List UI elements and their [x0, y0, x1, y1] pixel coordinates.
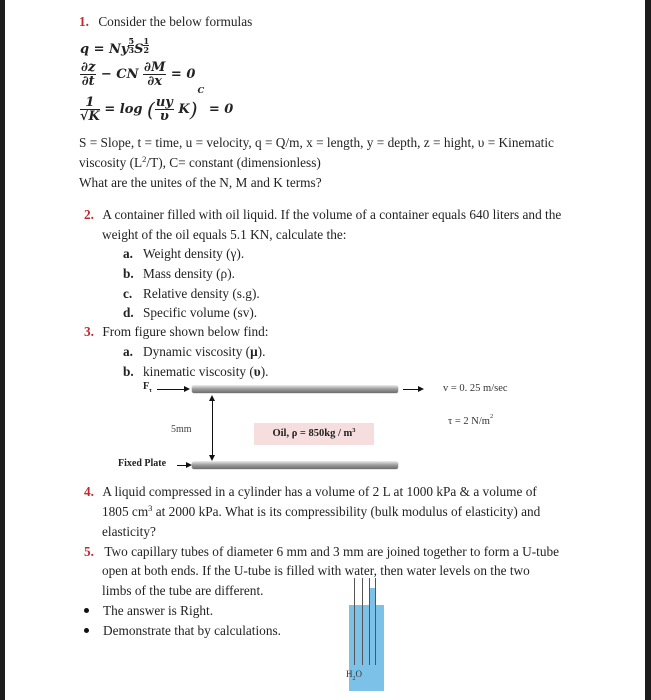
force-label: $F_\tau$	[143, 381, 152, 394]
q3-heading: 3. From figure shown below find:	[84, 324, 269, 339]
fraction-uy-v: $\frac{uy}{\upsilon}$	[155, 95, 173, 124]
q4-number: 4.	[84, 484, 94, 499]
tube-wall	[354, 578, 355, 665]
shear-stress-label: τ = 2 $N/m^2$	[448, 413, 494, 427]
bullet-demonstrate: Demonstrate that by calculations.	[84, 621, 281, 641]
gap-label: 5mm	[171, 424, 192, 435]
q4-line1: 4. A liquid compressed in a cylinder has a volume of 2 L at 1000 kPa & a volume of	[84, 484, 537, 499]
document-page	[5, 0, 645, 700]
q3-number: 3.	[84, 324, 94, 339]
gap-arrow-up-icon	[209, 395, 215, 401]
formula-log-rhs: = 0	[208, 102, 234, 117]
formula-log-eq: = log	[104, 102, 143, 117]
formula-continuity	[80, 61, 195, 88]
formula-k: K	[178, 102, 190, 117]
moving-plate	[192, 386, 398, 393]
q5-line2: open at both ends. If the U-tube is filled with water, then water levels on the two	[102, 563, 530, 578]
tube-wall	[375, 578, 376, 665]
force-arrow-head-icon	[184, 386, 190, 392]
gap-arrow-line	[212, 397, 213, 458]
q5-line1: 5. Two capillary tubes of diameter 6 mm and 3 mm are joined together to form a U-tube	[84, 544, 560, 559]
force-arrow-line	[157, 389, 185, 390]
exponent-5-3: $\frac{5}{3}$	[128, 36, 135, 55]
formula-q-lhs: q = Ny	[80, 42, 129, 57]
tube-wall	[362, 578, 363, 665]
q2-number: 2.	[84, 207, 94, 222]
q2-item-b: b. Mass density (ρ).	[123, 266, 235, 281]
water-label: $H_2O$	[346, 669, 362, 682]
q2-item-a: a. Weight density (γ).	[123, 246, 245, 261]
q3-item-b: b. kinematic viscosity (υ).	[123, 364, 269, 379]
exponent-c: C	[197, 86, 205, 96]
formula-equals-zero: = 0	[170, 67, 196, 82]
q2-item-d: d. Specific volume (sv).	[123, 305, 258, 320]
oil-density-box: Oil, $\rho = 850kg / m^3$	[254, 423, 374, 445]
capillary-rise	[370, 588, 375, 605]
formula-q	[80, 36, 150, 59]
fraction-1-sqrtk: $\frac{1}{√K}$	[80, 95, 100, 124]
fixed-plate	[192, 462, 398, 469]
fraction-dz-dt: $\frac{\partial z}{\partial t}$	[81, 60, 96, 89]
q5-line3: limbs of the tube are different.	[102, 583, 264, 598]
formula-log	[80, 86, 234, 124]
fraction-dm-dx: $\frac{\partial M}{\partial x}$	[144, 60, 166, 89]
q3-item-a: a. Dynamic viscosity (μ).	[123, 344, 266, 359]
bullet-icon	[84, 608, 89, 613]
velocity-arrow-line	[403, 389, 419, 390]
q2-line1: 2. A container filled with oil liquid. If the volume of a container equals 640 liters and the	[84, 207, 562, 222]
bullet-icon	[84, 628, 89, 633]
q1-number: 1.	[79, 14, 89, 29]
q4-line2: 1805 $cm^3$ at 2000 kPa. What is its compressibility (bulk modulus of elasticity) and	[102, 503, 541, 519]
q5-number: 5.	[84, 544, 94, 559]
q2-line2: weight of the oil equals 5.1 KN, calculate the:	[102, 227, 347, 242]
q1-intro: Consider the below formulas	[98, 14, 253, 29]
paren-close: )	[189, 97, 198, 122]
gap-arrow-down-icon	[209, 455, 215, 461]
velocity-label: v = 0. 25 m/sec	[443, 383, 508, 394]
q4-line3: elasticity?	[102, 524, 156, 539]
q1-definitions-line2: viscosity $(L^2/T)$, C= constant (dimensionless)	[79, 154, 321, 170]
formula-cn: − CN	[100, 67, 139, 82]
q1-definitions-line1: S = Slope, t = time, u = velocity, q = Q/m, x = length, y = depth, z = hight, υ = Kinematic	[79, 135, 554, 150]
formula-q-s: S	[134, 42, 144, 57]
exponent-1-2: $\frac{1}{2}$	[143, 36, 150, 55]
q2-item-c: c. Relative density (s.g).	[123, 286, 260, 301]
paren-open: (	[147, 97, 155, 122]
fixed-plate-label: Fixed Plate	[118, 458, 167, 469]
q1-question: What are the unites of the N, M and K terms?	[79, 175, 322, 190]
q1-heading	[79, 12, 252, 32]
bullet-answer: The answer is Right.	[84, 601, 213, 621]
velocity-arrow-head-icon	[418, 386, 424, 392]
